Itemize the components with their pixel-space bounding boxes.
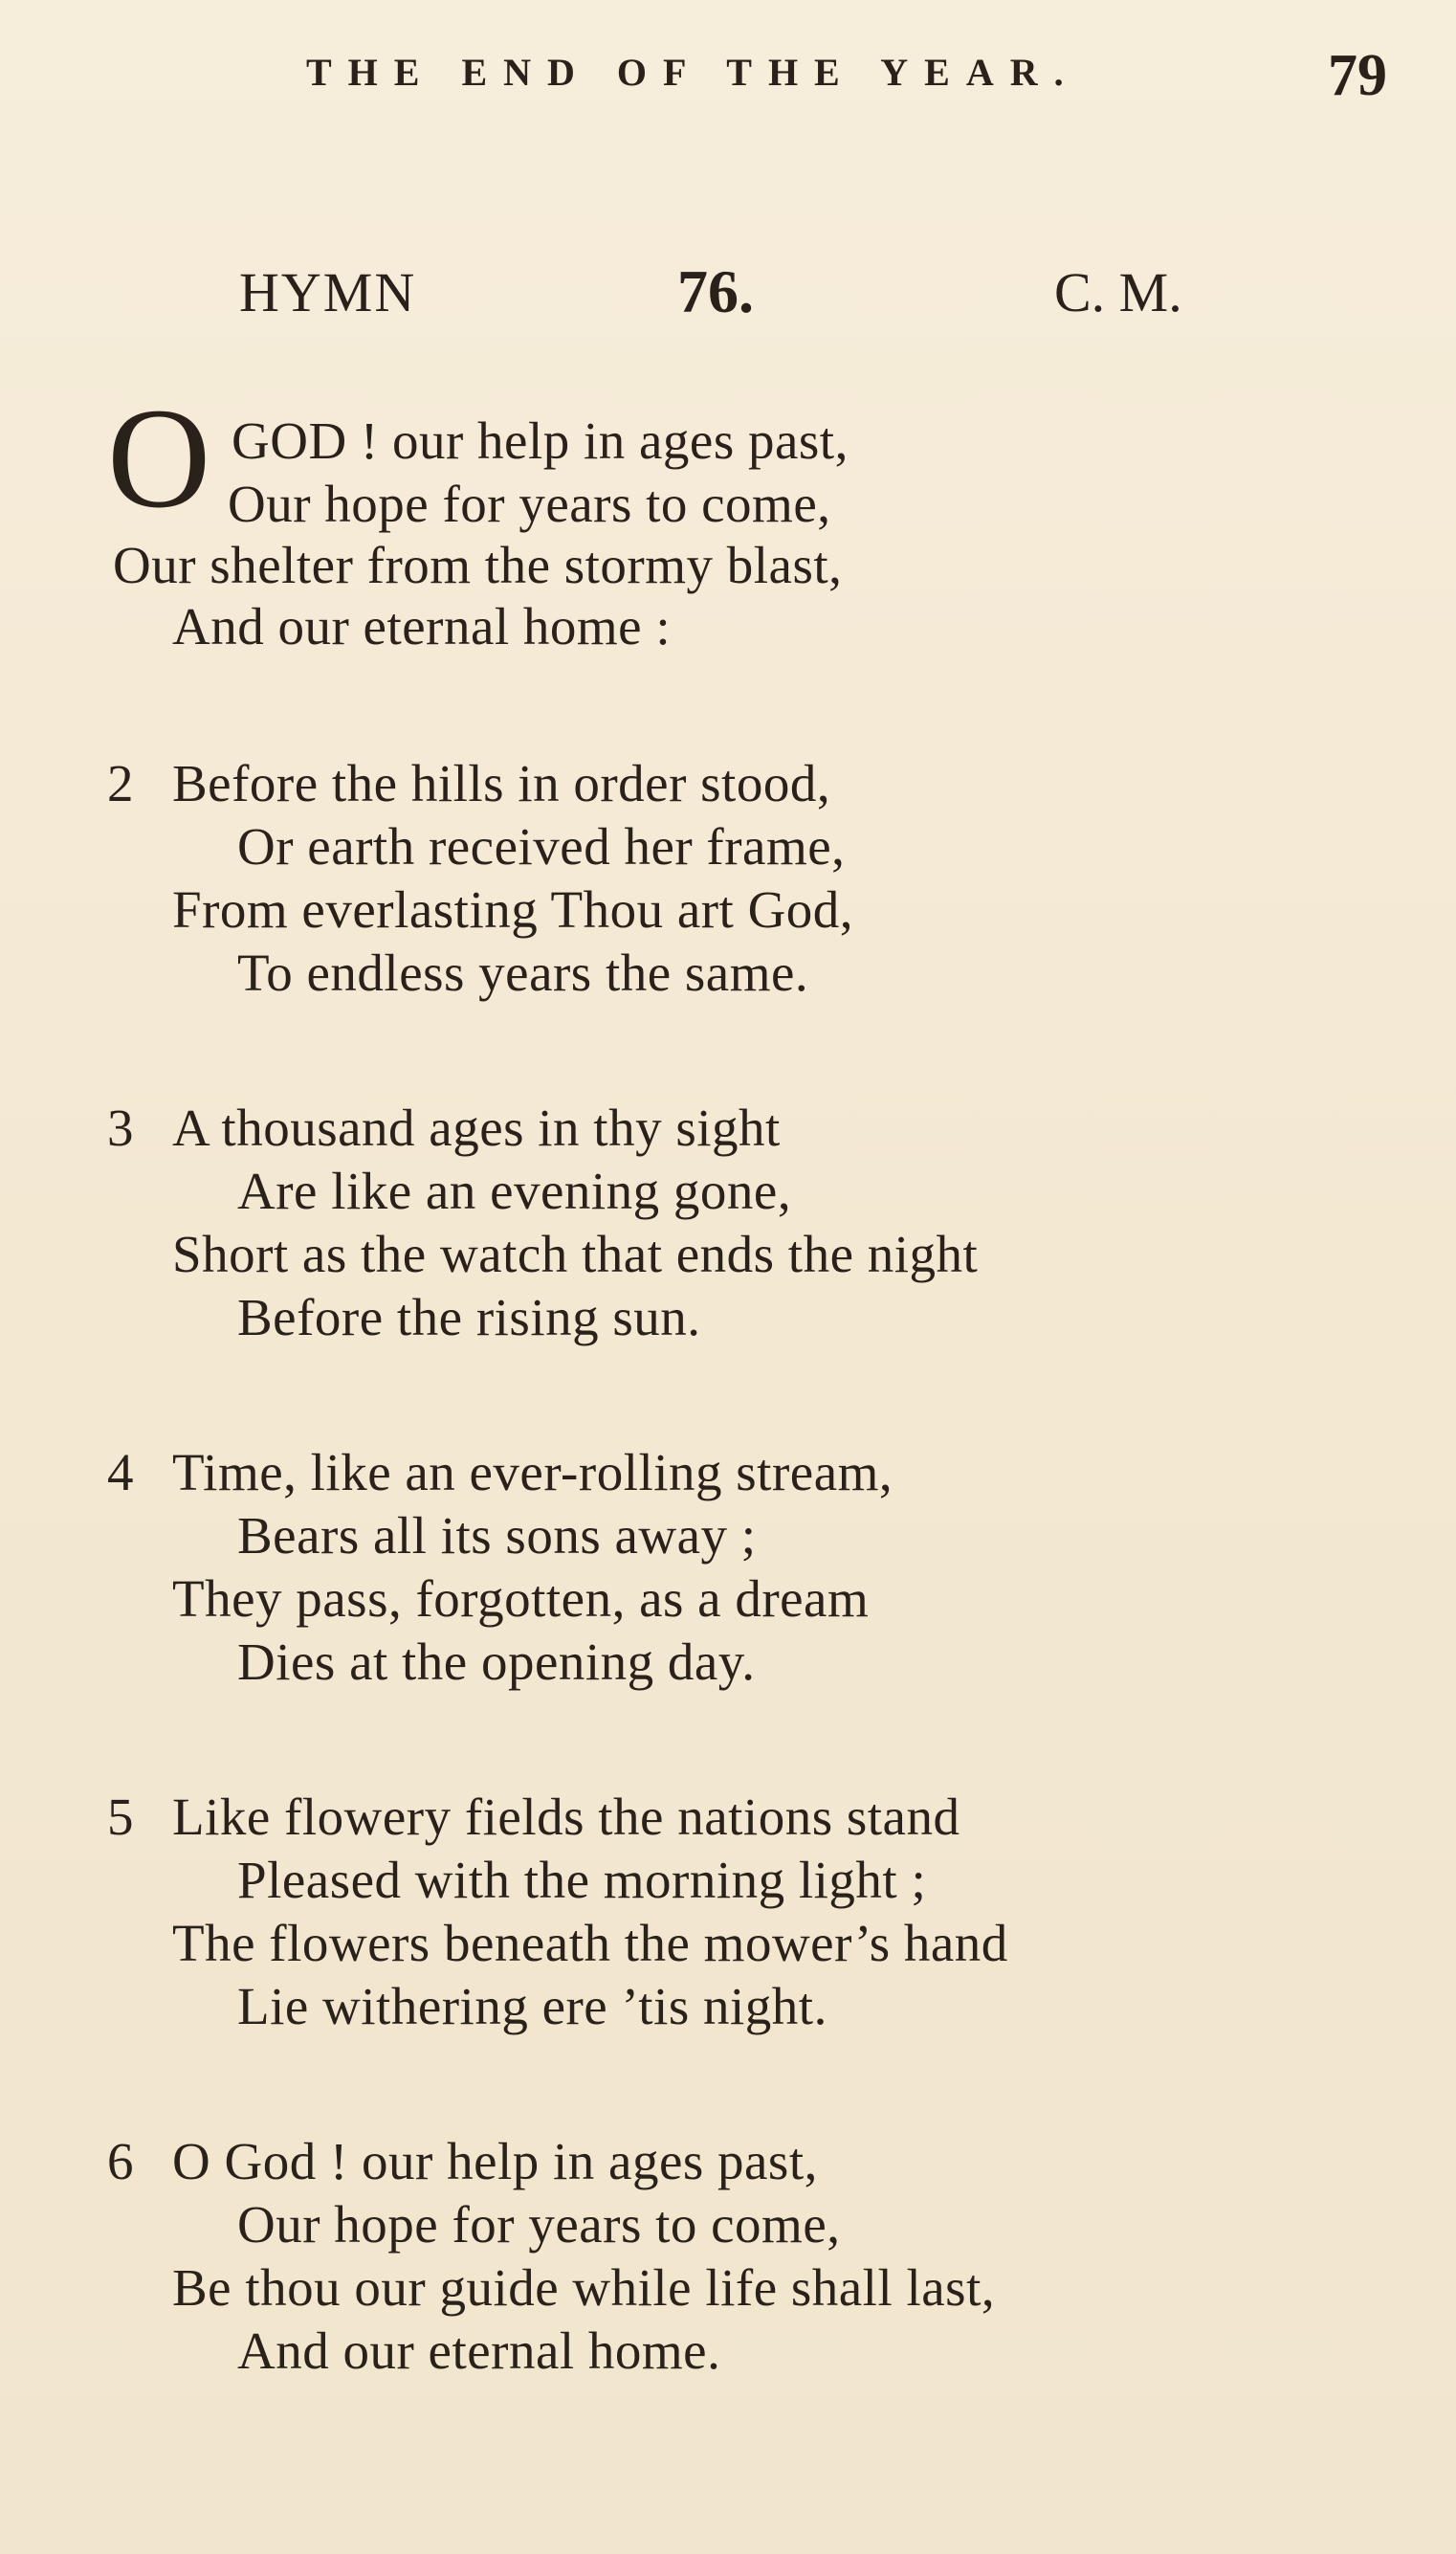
hymn-meter: C. M. (1054, 261, 1182, 323)
verse-4-line-2: Bears all its sons away ; (237, 1506, 757, 1565)
verse-6-number: 6 (107, 2132, 134, 2190)
hymn-number: 76. (677, 257, 754, 325)
hymn-label: HYMN (239, 261, 417, 323)
verse-3-line-1: A thousand ages in thy sight (172, 1099, 781, 1157)
verse-4-line-4: Dies at the opening day. (237, 1632, 756, 1691)
verse-4-line-1: Time, like an ever-rolling stream, (172, 1443, 893, 1501)
verse-1-line-1: GOD ! our help in ages past, (232, 411, 849, 470)
verse-2-line-2: Or earth received her frame, (237, 817, 846, 876)
verse-5-line-2: Pleased with the morning light ; (237, 1851, 927, 1909)
verse-6-line-1: O God ! our help in ages past, (172, 2132, 818, 2190)
verse-3-number: 3 (107, 1099, 134, 1157)
verse-1-line-3: Our shelter from the stormy blast, (113, 536, 843, 594)
verse-2-line-4: To endless years the same. (237, 944, 809, 1002)
verse-3-line-4: Before the rising sun. (237, 1288, 701, 1346)
verse-5-line-3: The flowers beneath the mower’s hand (172, 1914, 1008, 1972)
verse-4-number: 4 (107, 1443, 134, 1501)
verse-2-line-1: Before the hills in order stood, (172, 754, 831, 812)
drop-cap: O (107, 379, 211, 538)
verse-3-line-3: Short as the watch that ends the night (172, 1225, 979, 1283)
verse-5-number: 5 (107, 1788, 134, 1846)
page-number: 79 (1328, 43, 1387, 108)
verse-5-line-4: Lie withering ere ’tis night. (237, 1977, 827, 2035)
verse-1-line-4: And our eternal home : (172, 597, 672, 655)
verse-6-line-2: Our hope for years to come, (237, 2195, 841, 2254)
running-head: THE END OF THE YEAR. (306, 51, 1080, 94)
verse-2-line-3: From everlasting Thou art God, (172, 880, 854, 939)
verse-5-line-1: Like flowery fields the nations stand (172, 1788, 960, 1846)
verse-2-number: 2 (107, 754, 134, 812)
verse-3-line-2: Are like an evening gone, (237, 1162, 792, 1220)
verse-6-line-3: Be thou our guide while life shall last, (172, 2258, 996, 2317)
verse-6-line-4: And our eternal home. (237, 2321, 721, 2380)
verse-1-line-2: Our hope for years to come, (228, 475, 831, 533)
verse-4-line-3: They pass, forgotten, as a dream (172, 1569, 870, 1628)
